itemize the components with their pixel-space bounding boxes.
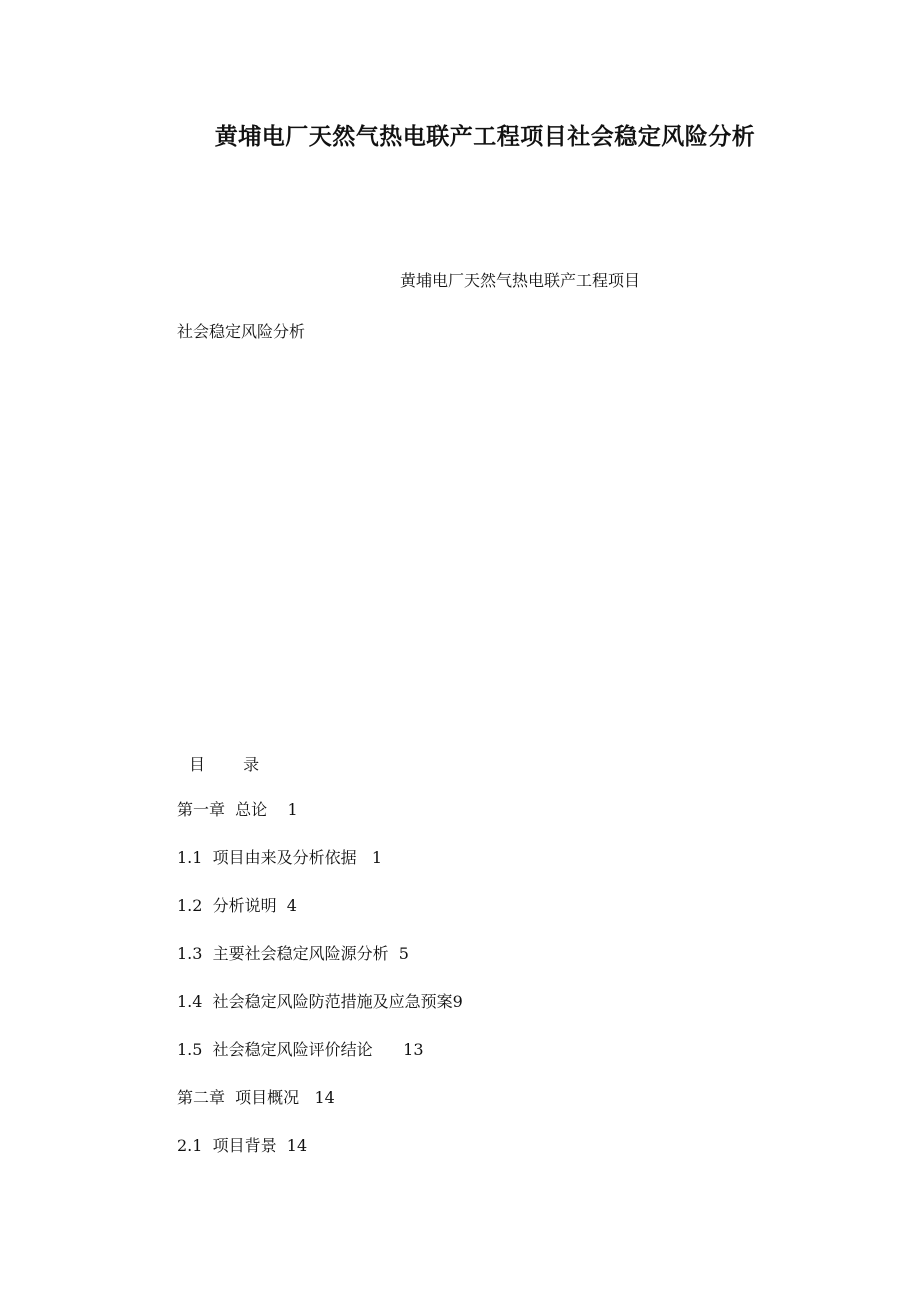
toc-item-label: 1.4 社会稳定风险防范措施及应急预案 [177,992,453,1011]
toc-item[interactable] [177,896,463,944]
toc-item-page: 1 [287,800,298,819]
subtitle-line-2: 社会稳定风险分析 [177,322,306,341]
toc-item[interactable] [177,1040,463,1088]
toc-item-page: 14 [286,1136,308,1155]
toc-item[interactable] [177,1136,463,1184]
toc-item-label: 1.2 分析说明 [177,896,277,915]
toc-item-page: 9 [452,992,463,1011]
toc-item[interactable] [177,848,463,896]
toc-item[interactable] [177,944,463,992]
toc-item-label: 第一章 总论 [177,800,268,819]
toc-item-page: 1 [371,848,383,867]
toc-item-label: 2.1 项目背景 [177,1136,277,1155]
toc-item-label: 1.1 项目由来及分析依据 [177,848,357,867]
subtitle-line-1: 黄埔电厂天然气热电联产工程项目 [400,271,641,290]
toc-item-page: 5 [398,944,409,963]
toc-item-page: 14 [314,1088,335,1107]
table-of-contents [177,800,463,1184]
toc-item-page: 4 [286,896,297,915]
toc-item[interactable] [177,992,463,1040]
toc-item-label: 1.5 社会稳定风险评价结论 [177,1040,373,1059]
toc-item-label: 第二章 项目概况 [177,1088,300,1107]
document-title: 黄埔电厂天然气热电联产工程项目社会稳定风险分析 [214,123,756,150]
toc-item[interactable] [177,800,463,848]
toc-item-page: 13 [403,1040,424,1059]
toc-item[interactable] [177,1088,463,1136]
toc-heading: 目 录 [189,755,260,774]
toc-item-label: 1.3 主要社会稳定风险源分析 [177,944,389,963]
